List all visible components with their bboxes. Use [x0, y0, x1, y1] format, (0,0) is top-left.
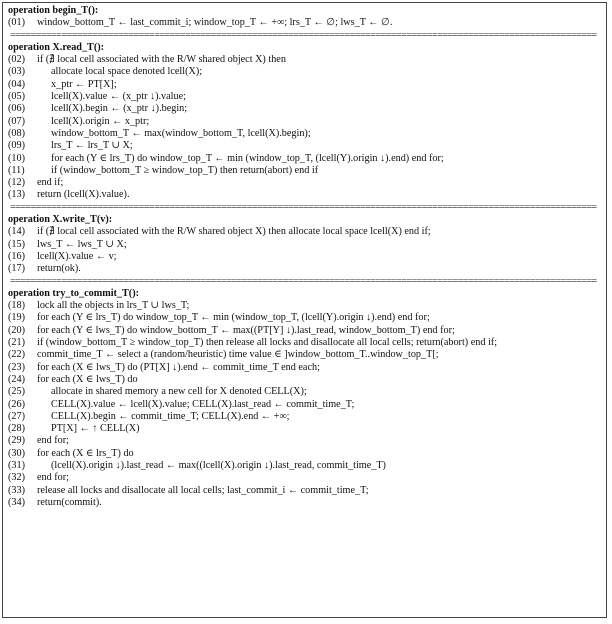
line-text: for each (Y ∈ lws_T) do window_bottom_T ← max((PT[Y] ↓).last_read, window_bottom_T) end for; — [37, 324, 455, 336]
line-number: (27) — [8, 410, 25, 422]
operation-header: operation begin_T(): — [8, 5, 99, 16]
line-text: for each (Y ∈ lrs_T) do window_top_T ← min (window_top_T, (lcell(Y).origin ↓).end) end for; — [37, 312, 430, 324]
line-text: for each (X ∈ lrs_T) do — [37, 447, 134, 459]
section-divider: ================================================================================================================== — [10, 201, 597, 213]
line-number: (23) — [8, 361, 25, 373]
line-text: x_ptr ← PT[X]; — [51, 78, 117, 90]
line-number: (06) — [8, 103, 25, 115]
line-text: end for; — [37, 435, 69, 447]
algorithm-box — [2, 2, 607, 618]
code-line — [8, 140, 600, 152]
code-line — [8, 251, 600, 263]
code-line — [8, 349, 600, 361]
line-text: if (∄ local cell associated with the R/W shared object X) then allocate local space lcell(X) end if; — [37, 226, 431, 238]
line-text: PT[X] ← ↑ CELL(X) — [51, 423, 140, 435]
line-text: lws_T ← lws_T ∪ X; — [37, 238, 127, 250]
operation-header: operation X.read_T(): — [8, 41, 105, 53]
code-line — [8, 189, 600, 201]
line-text: if (window_bottom_T ≥ window_top_T) then return(abort) end if — [51, 164, 319, 176]
line-number: (16) — [8, 250, 25, 262]
section-read — [8, 42, 600, 202]
line-number: (09) — [8, 140, 25, 152]
line-text: lcell(X).origin ← x_ptr; — [51, 115, 150, 127]
section-begin — [8, 5, 600, 30]
line-number: (18) — [8, 300, 25, 312]
line-number: (34) — [8, 496, 25, 508]
line-text: CELL(X).begin ← commit_time_T; CELL(X).end ← +∞; — [51, 410, 290, 422]
line-text: commit_time_T ← select a (random/heuristic) time value ∈ ]window_bottom_T..window_top_T[; — [37, 349, 439, 361]
line-text: lcell(X).value ← v; — [37, 250, 117, 262]
line-text: (lcell(X).origin ↓).last_read ← max((lcell(X).origin ↓).last_read, commit_time_T) — [51, 459, 386, 471]
line-number: (13) — [8, 189, 25, 201]
section-divider: ================================================================================================================== — [10, 275, 597, 287]
line-text: CELL(X).value ← lcell(X).value; CELL(X).last_read ← commit_time_T; — [51, 398, 355, 410]
code-line — [8, 337, 600, 349]
code-line — [8, 79, 600, 91]
line-number: (15) — [8, 238, 25, 250]
line-text: end if; — [37, 177, 64, 189]
line-text: allocate in shared memory a new cell for X denoted CELL(X); — [51, 386, 307, 398]
line-number: (19) — [8, 312, 25, 324]
code-line — [8, 435, 600, 447]
code-line — [8, 423, 600, 435]
code-line — [8, 448, 600, 460]
line-text: lcell(X).value ← (x_ptr ↓).value; — [51, 91, 186, 103]
line-text: lcell(X).begin ← (x_ptr ↓).begin; — [51, 103, 188, 115]
line-number: (07) — [8, 115, 25, 127]
line-number: (31) — [8, 459, 25, 471]
line-text: end for; — [37, 472, 69, 484]
line-number: (26) — [8, 398, 25, 410]
line-text: for each (X ∈ lws_T) do — [37, 373, 138, 385]
line-number: (05) — [8, 91, 25, 103]
code-line — [8, 497, 600, 509]
code-line — [8, 128, 600, 140]
line-number: (08) — [8, 127, 25, 139]
code-line — [8, 263, 600, 275]
line-number: (12) — [8, 177, 25, 189]
line-number: (17) — [8, 263, 25, 275]
line-number: (20) — [8, 324, 25, 336]
line-text: if (window_bottom_T ≥ window_top_T) then release all locks and disallocate all local cells; return(abort) end if; — [37, 337, 498, 349]
line-text: window_bottom_T ← max(window_bottom_T, lcell(X).begin); — [51, 127, 311, 139]
code-line — [8, 103, 600, 115]
code-line — [8, 153, 600, 165]
code-line — [8, 300, 600, 312]
code-line — [8, 411, 600, 423]
code-line — [8, 17, 600, 29]
code-line — [8, 116, 600, 128]
line-number: (03) — [8, 66, 25, 78]
code-line — [8, 362, 600, 374]
code-line — [8, 312, 600, 324]
line-number: (28) — [8, 423, 25, 435]
code-line — [8, 66, 600, 78]
code-line — [8, 226, 600, 238]
line-number: (22) — [8, 349, 25, 361]
line-text: for each (X ∈ lws_T) do (PT[X] ↓).end ← commit_time_T end each; — [37, 361, 320, 373]
line-number: (30) — [8, 447, 25, 459]
line-number: (02) — [8, 54, 25, 66]
operation-header: operation X.write_T(v): — [8, 214, 113, 226]
code-line — [8, 399, 600, 411]
code-line — [8, 177, 600, 189]
line-number: (21) — [8, 337, 25, 349]
code-line — [8, 460, 600, 472]
code-line — [8, 325, 600, 337]
section-write — [8, 214, 600, 275]
line-number: (33) — [8, 484, 25, 496]
line-number: (11) — [8, 164, 25, 176]
line-text: window_bottom_T ← last_commit_i; window_top_T ← +∞; lrs_T ← ∅; lws_T ← ∅. — [37, 17, 393, 29]
line-number: (14) — [8, 226, 25, 238]
code-line — [8, 485, 600, 497]
code-line — [8, 472, 600, 484]
line-number: (01) — [8, 17, 25, 29]
line-text: release all locks and disallocate all local cells; last_commit_i ← commit_time_T; — [37, 484, 369, 496]
line-text: if (∄ local cell associated with the R/W shared object X) then — [37, 54, 286, 66]
line-text: lock all the objects in lrs_T ∪ lws_T; — [37, 300, 190, 312]
section-try-to-commit — [8, 288, 600, 509]
code-line — [8, 386, 600, 398]
operation-header: operation try_to_commit_T(): — [8, 287, 139, 299]
line-text: lrs_T ← lrs_T ∪ X; — [51, 140, 133, 152]
code-line — [8, 374, 600, 386]
code-line — [8, 239, 600, 251]
line-text: return (lcell(X).value). — [37, 189, 130, 201]
section-divider: ================================================================================================================== — [10, 29, 597, 41]
code-line — [8, 91, 600, 103]
line-number: (29) — [8, 435, 25, 447]
line-number: (32) — [8, 472, 25, 484]
line-number: (24) — [8, 373, 25, 385]
line-number: (04) — [8, 78, 25, 90]
line-number: (25) — [8, 386, 25, 398]
line-text: return(ok). — [37, 263, 81, 275]
code-line — [8, 54, 600, 66]
line-number: (10) — [8, 152, 25, 164]
line-text: for each (Y ∈ lrs_T) do window_top_T ← min (window_top_T, (lcell(Y).origin ↓).end) end for; — [51, 152, 444, 164]
line-text: allocate local space denoted lcell(X); — [51, 66, 203, 78]
line-text: return(commit). — [37, 496, 102, 508]
code-line — [8, 165, 600, 177]
